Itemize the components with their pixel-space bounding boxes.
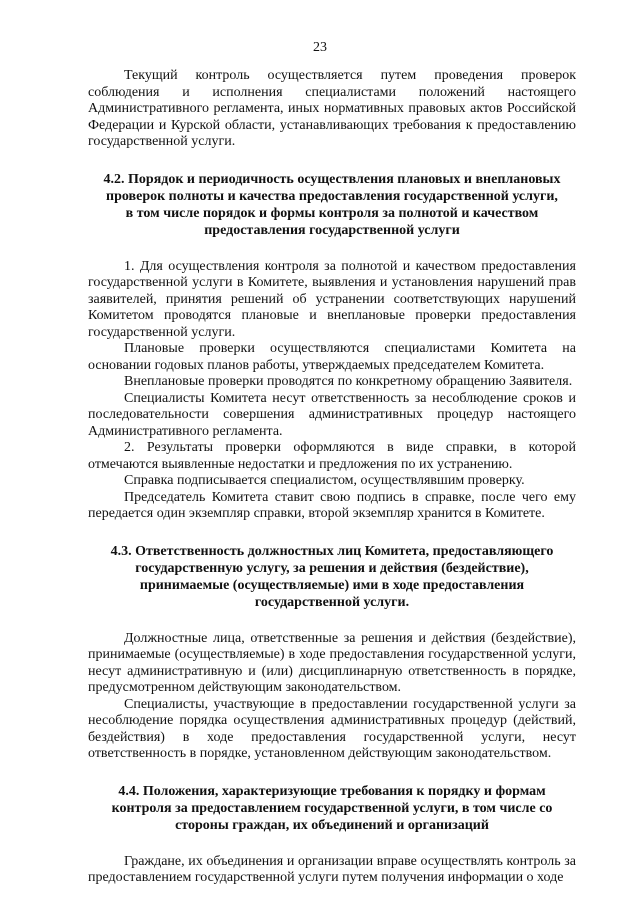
page-number: 23: [313, 40, 327, 55]
section-4-2-heading: 4.2. Порядок и периодичность осуществления плановых и внеплановых проверок полноты и качества предоставления государственной услуги, в том числе порядок и формы контроля за полнотой и качеством предоставления государственной услуги: [103, 171, 561, 238]
section-4-2-paragraph-4: Специалисты Комитета несут ответственность за несоблюдение сроков и последовательности совершения административных процедур настоящего Административного регламента.: [88, 390, 576, 439]
section-4-2-paragraph-7: Председатель Комитета ставит свою подпись в справке, после чего ему передается один экземпляр справки, второй экземпляр хранится в Комитете.: [88, 489, 576, 521]
section-4-4-paragraph-1: Граждане, их объединения и организации вправе осуществлять контроль за предоставлением государственной услуги путем получения информации о ходе: [88, 853, 576, 885]
section-4-3-heading: 4.3. Ответственность должностных лиц Комитета, предоставляющего государственную услугу, за решения и действия (бездействие), принимаемые (осуществляемые) ими в ходе предоставления государственной услуги.: [110, 543, 554, 610]
section-4-2-paragraph-2: Плановые проверки осуществляются специалистами Комитета на основании годовых планов работы, утверждаемых председателем Комитета.: [88, 341, 576, 373]
section-4-3-paragraph-1: Должностные лица, ответственные за решения и действия (бездействие), принимаемые (осуществляемые) в ходе предоставления государственной услуги, несут административную и (или) дисциплинарную ответственность в порядке, предусмотренном действующим законодательством.: [88, 630, 576, 695]
section-4-4-heading: 4.4. Положения, характеризующие требования к порядку и формам контроля за предоставлением государственной услуги, в том числе со стороны граждан, их объединений и организаций: [111, 783, 553, 833]
section-4-2-paragraph-3: Внеплановые проверки проводятся по конкретному обращению Заявителя.: [124, 374, 573, 389]
section-4-2-paragraph-5: 2. Результаты проверки оформляются в виде справки, в которой отмечаются выявленные недостатки и предложения по их устранению.: [88, 440, 576, 472]
intro-paragraph: Текущий контроль осуществляется путем проведения проверок соблюдения и исполнения специалистами положений настоящего Административного регламента, иных нормативных правовых актов Российской Федерации и Курской области, устанавливающих требования к предоставлению государственной услуги.: [88, 68, 576, 149]
section-4-2-paragraph-6: Справка подписывается специалистом, осуществлявшим проверку.: [124, 473, 525, 488]
section-4-3-paragraph-2: Специалисты, участвующие в предоставлении государственной услуги за несоблюдение порядка осуществления административных процедур (действий, бездействия) в ходе предоставления государственной услуги, несут ответственность в порядке, установленном действующим законодательством.: [88, 696, 576, 761]
section-4-2-paragraph-1: 1. Для осуществления контроля за полнотой и качеством предоставления государственной услуги в Комитете, выявления и установления нарушений прав заявителей, принятия решений об устранении соответствующих нарушений Комитетом проводятся плановые и внеплановые проверки предоставления государственной услуги.: [88, 258, 576, 340]
page-content: [88, 68, 576, 887]
